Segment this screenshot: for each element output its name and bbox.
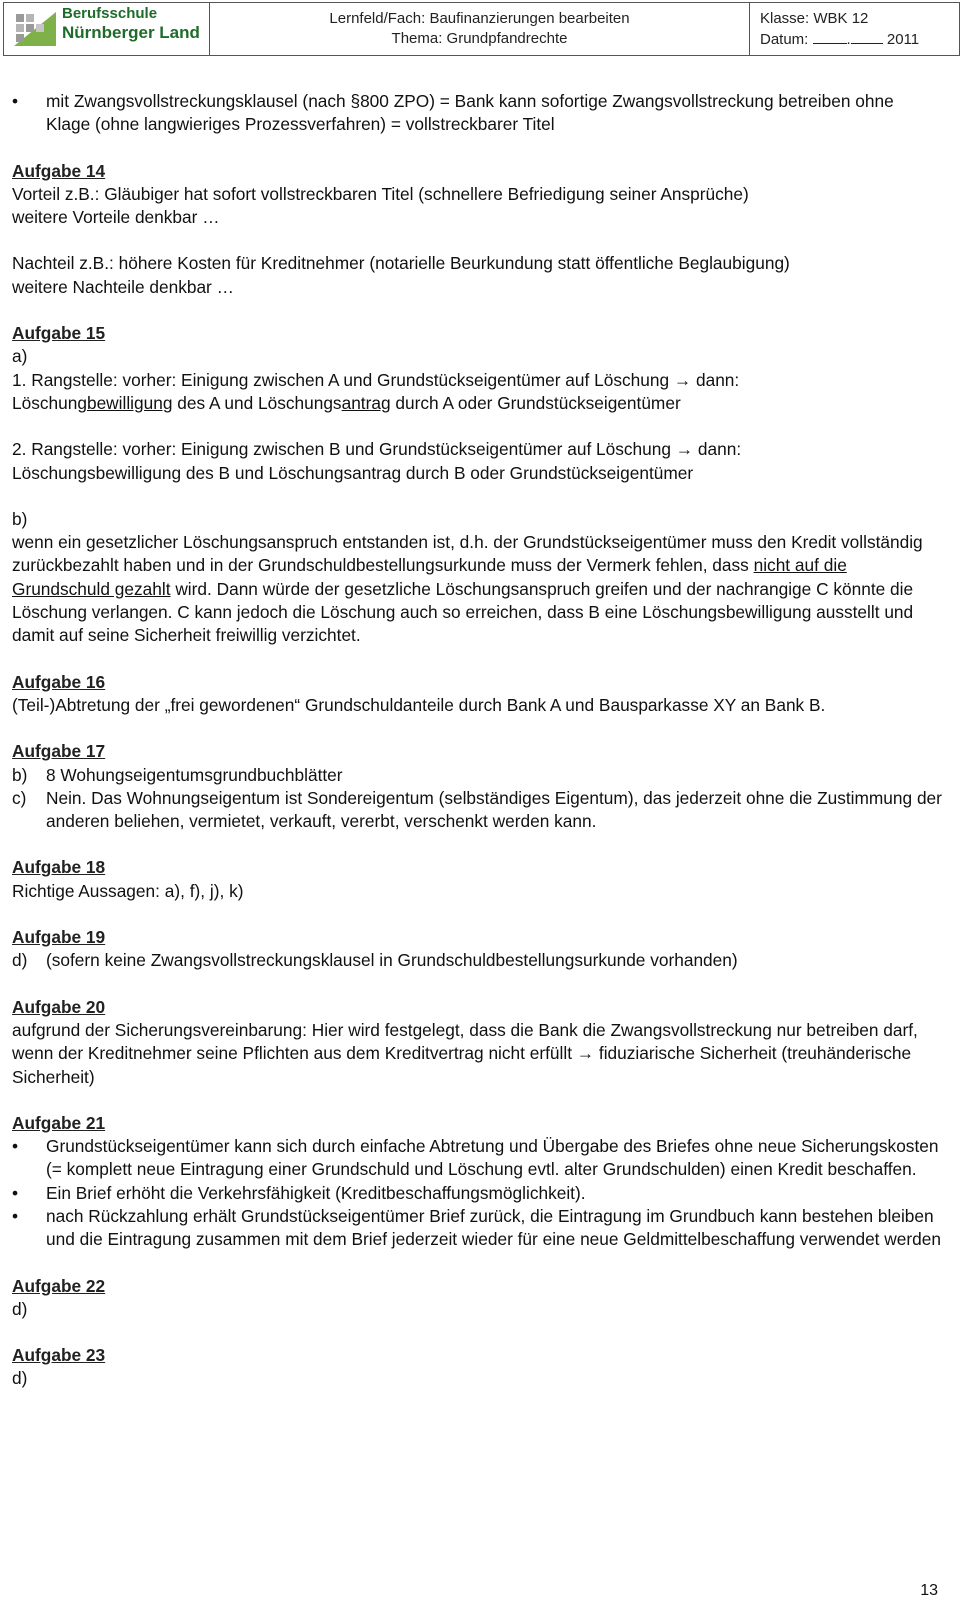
aufgabe-20-heading: Aufgabe 20 — [12, 996, 106, 1017]
date-day-blank — [813, 29, 847, 44]
a21-bullet-2: • Ein Brief erhöht die Verkehrsfähigkeit (Kreditbeschaffungsmöglichkeit). — [12, 1182, 942, 1205]
aufgabe-14-heading: Aufgabe 14 — [12, 160, 106, 181]
a20-text: aufgrund der Sicherungsvereinbarung: Hier wird festgelegt, dass die Bank die Zwangsvollstreckung nur betreiben darf, wenn der Kreditnehmer seine Pflichten aus dem Kreditvertrag nicht erfüllt → fiduziarische Sicherheit (treuhänderische Sicherheit) — [12, 1019, 918, 1087]
date-year: 2011 — [886, 31, 920, 48]
a21-bullet-3: • nach Rückzahlung erhält Grundstückseigentümer Brief zurück, die Eintragung im Grundbuch kann bestehen bleiben und die Eintragung zusammen mit dem Brief jederzeit wieder für eine neue Geldmittelbeschaffung verwendet werden — [12, 1205, 942, 1252]
a15-a-label: a) — [12, 346, 28, 367]
school-logo — [4, 3, 210, 55]
a19-item: d) (sofern keine Zwangsvollstreckungsklausel in Grundschuldbestellungsurkunde vorhanden) — [12, 950, 738, 971]
header-date — [760, 29, 959, 50]
document-body — [12, 90, 942, 1391]
aufgabe-18-heading: Aufgabe 18 — [12, 857, 106, 878]
a15-b-text: wenn ein gesetzlicher Löschungsanspruch entstanden ist, d.h. der Grundstückseigentümer muss den Kredit vollständig zurückbezahlt haben und in der Grundschuldbestellungsurkunde muss der Vermerk fehlen, dass nicht auf die Grundschuld gezahlt wird. Dann würde der gesetzliche Löschungsanspruch greifen und der nachrangige C könnte die Löschung verlangen. C kann jedoch die Löschung auch so erreichen, dass B eine Löschungsbewilligung ausstellt und damit auf seine Sicherheit freiwillig verzichtet. — [12, 532, 923, 646]
aufgabe-17-heading: Aufgabe 17 — [12, 741, 106, 762]
aufgabe-16-heading: Aufgabe 16 — [12, 671, 106, 692]
date-separator: . — [846, 31, 851, 48]
a15-rang1-line1: 1. Rangstelle: vorher: Einigung zwischen A und Grundstückseigentümer auf Löschung → dann: — [12, 369, 740, 390]
logo-line-2: Nürnberger Land — [62, 23, 200, 42]
aufgabe-21-heading: Aufgabe 21 — [12, 1112, 106, 1133]
a21-bullet-1: • Grundstückseigentümer kann sich durch einfache Abtretung und Übergabe des Briefes ohne neue Sicherungskosten (= komplett neue Eintragung einer Grundschuld und Löschung evtl. alter Grundschulden) einen Kredit beschaffen. — [12, 1135, 942, 1182]
header-class-cell — [750, 3, 959, 55]
a22-text: d) — [12, 1298, 28, 1319]
aufgabe-19-heading: Aufgabe 19 — [12, 927, 106, 948]
a14-nachteil-2: weitere Nachteile denkbar … — [12, 276, 234, 297]
a15-rang2-line2: Löschungsbewilligung des B und Löschungsantrag durch B oder Grundstückseigentümer — [12, 462, 694, 483]
a14-vorteil: Vorteil z.B.: Gläubiger hat sofort vollstreckbaren Titel (schnellere Befriedigung seiner Ansprüche) — [12, 183, 749, 204]
header-subject: Lernfeld/Fach: Baufinanzierungen bearbeiten — [329, 10, 630, 27]
header-topic: Thema: Grundpfandrechte — [391, 30, 568, 47]
a14-vorteil-2: weitere Vorteile denkbar … — [12, 207, 220, 228]
aufgabe-23-heading: Aufgabe 23 — [12, 1345, 106, 1366]
a23-text: d) — [12, 1368, 28, 1389]
aufgabe-15-heading: Aufgabe 15 — [12, 323, 106, 344]
a15-rang2-line1: 2. Rangstelle: vorher: Einigung zwischen B und Grundstückseigentümer auf Löschung → dann: — [12, 439, 742, 460]
header-class: Klasse: WBK 12 — [760, 10, 869, 27]
page-header — [3, 2, 960, 56]
intro-bullet: • mit Zwangsvollstreckungsklausel (nach §800 ZPO) = Bank kann sofortige Zwangsvollstreckung betreiben ohne Klage (ohne langwieriges Prozessverfahren) = vollstreckbarer Titel — [12, 90, 942, 137]
school-logo-icon — [10, 6, 60, 52]
a17-c-item: c) Nein. Das Wohnungseigentum ist Sondereigentum (selbständiges Eigentum), das jederzeit ohne die Zustimmung der anderen beliehen, vermietet, verkauft, vererbt, verschenkt werden kann. — [12, 787, 942, 832]
aufgabe-22-heading: Aufgabe 22 — [12, 1275, 106, 1296]
a16-text: (Teil-)Abtretung der „frei gewordenen“ Grundschuldanteile durch Bank A und Bausparkasse XY an Bank B. — [12, 694, 826, 715]
header-subject-cell — [210, 3, 750, 55]
logo-line-1: Berufsschule — [62, 5, 158, 22]
page-number: 13 — [920, 1582, 938, 1599]
a15-rang1-line2: Löschungbewilligung des A und Löschungsantrag durch A oder Grundstückseigentümer — [12, 392, 681, 413]
a14-nachteil: Nachteil z.B.: höhere Kosten für Kreditnehmer (notarielle Beurkundung statt öffentliche Beglaubigung) — [12, 253, 790, 274]
a15-b-label: b) — [12, 508, 28, 529]
date-month-blank — [851, 29, 883, 44]
a17-b-item: b) 8 Wohungseigentumsgrundbuchblätter — [12, 764, 343, 785]
date-label: Datum: — [760, 31, 809, 48]
a18-text: Richtige Aussagen: a), f), j), k) — [12, 880, 244, 901]
